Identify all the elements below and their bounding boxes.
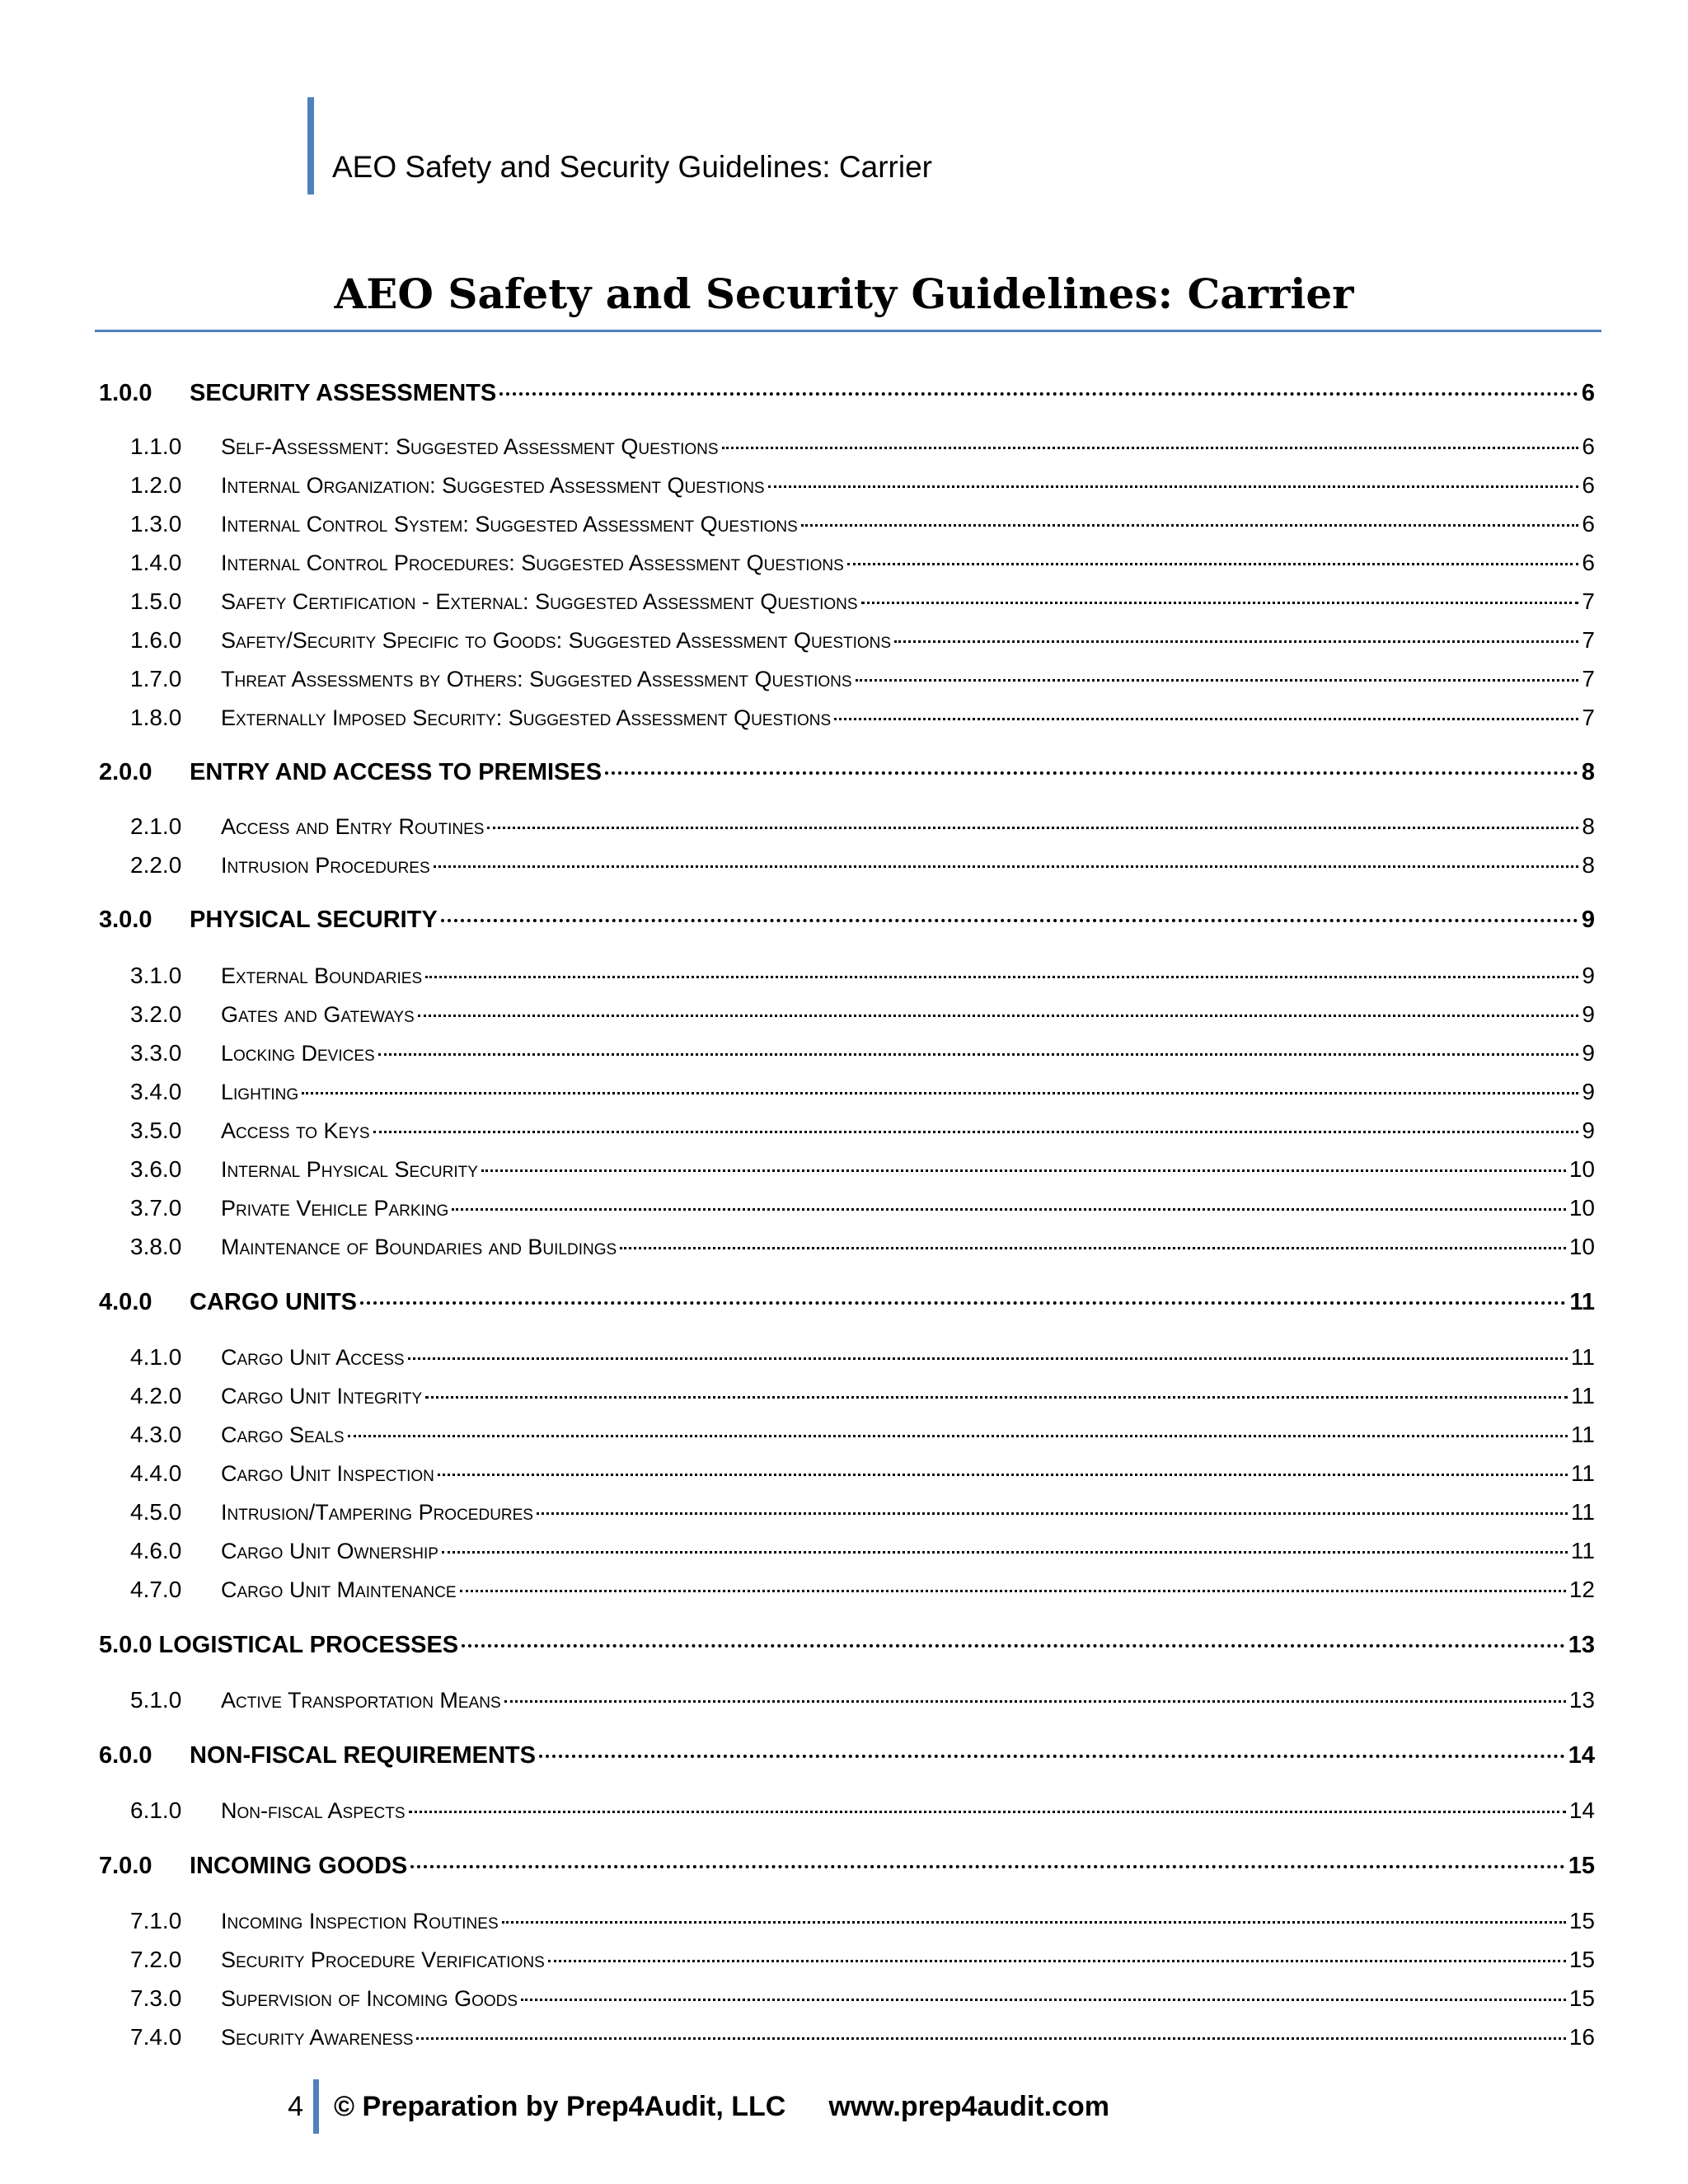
toc-entry-page: 9	[1581, 907, 1595, 933]
toc-entry-label: Internal Physical Security	[221, 1157, 478, 1182]
toc-entry-page: 9	[1582, 1040, 1595, 1066]
toc-entry-page: 6	[1582, 434, 1595, 459]
toc-section-entry[interactable]	[99, 1284, 1595, 1320]
toc-entry-label: Internal Organization: Suggested Assessment Questions	[221, 473, 765, 498]
toc-entry-label: Internal Control Procedures: Suggested Assessment Questions	[221, 551, 844, 575]
toc-entry-number: 6.1.0	[130, 1797, 182, 1823]
toc-subsection-entry[interactable]	[130, 700, 1595, 736]
toc-subsection-entry[interactable]	[130, 847, 1595, 883]
toc-dot-leader	[834, 718, 1578, 720]
toc-entry-label: Cargo Seals	[221, 1422, 345, 1447]
toc-entry-number: 3.7.0	[130, 1195, 182, 1221]
toc-dot-leader	[487, 827, 1578, 829]
toc-entry-page: 9	[1582, 963, 1595, 988]
toc-entry-page: 6	[1582, 472, 1595, 498]
toc-entry-number: 3.1.0	[130, 963, 182, 988]
toc-entry-page: 11	[1570, 1499, 1595, 1525]
toc-entry-page: 11	[1569, 1289, 1595, 1315]
toc-entry-page: 15	[1568, 1853, 1595, 1879]
toc-dot-leader	[856, 679, 1579, 682]
toc-subsection-entry[interactable]	[130, 545, 1595, 581]
toc-dot-leader	[452, 1208, 1566, 1211]
document-title: AEO Safety and Security Guidelines: Carrier	[334, 269, 1354, 318]
toc-entry-label: Self-Assessment: Suggested Assessment Questions	[221, 434, 719, 459]
toc-entry-label: Safety Certification - External: Suggested Assessment Questions	[221, 589, 858, 614]
toc-subsection-entry[interactable]	[130, 583, 1595, 620]
toc-entry-page: 11	[1570, 1460, 1595, 1486]
toc-entry-page: 8	[1582, 813, 1595, 839]
toc-section-entry[interactable]	[99, 902, 1595, 938]
toc-entry-page: 6	[1582, 550, 1595, 575]
toc-subsection-entry[interactable]	[130, 1903, 1595, 1939]
toc-subsection-entry[interactable]	[130, 1682, 1595, 1718]
toc-entry-label: Gates and Gateways	[221, 1002, 415, 1027]
toc-entry-label: Intrusion/Tampering Procedures	[221, 1500, 533, 1525]
toc-dot-leader	[425, 976, 1578, 978]
toc-subsection-entry[interactable]	[130, 1151, 1595, 1188]
toc-entry-page: 7	[1582, 666, 1595, 691]
toc-entry-label: INCOMING GOODS	[190, 1853, 408, 1879]
toc-entry-label: Private Vehicle Parking	[221, 1196, 449, 1221]
toc-dot-leader	[548, 1960, 1566, 1962]
toc-entry-page: 7	[1582, 705, 1595, 730]
toc-dot-leader	[410, 1865, 1565, 1868]
toc-dot-leader	[378, 1053, 1579, 1056]
toc-entry-label: External Boundaries	[221, 963, 423, 988]
toc-dot-leader	[894, 640, 1578, 643]
toc-subsection-entry[interactable]	[130, 1035, 1595, 1071]
toc-entry-number: 3.4.0	[130, 1079, 182, 1104]
toc-entry-label: Externally Imposed Security: Suggested Assessment Questions	[221, 705, 832, 730]
toc-entry-number: 1.7.0	[130, 666, 182, 691]
toc-entry-number: 3.0.0	[99, 907, 152, 933]
toc-entry-page: 10	[1568, 1156, 1595, 1182]
toc-entry-label: Locking Devices	[221, 1041, 375, 1066]
toc-subsection-entry[interactable]	[130, 1980, 1595, 2017]
toc-entry-label: Incoming Inspection Routines	[221, 1909, 499, 1933]
toc-entry-number: 6.0.0	[99, 1742, 152, 1769]
toc-entry-number: 1.0.0	[99, 380, 152, 406]
toc-dot-leader	[348, 1435, 1568, 1437]
footer-page-number: 4	[288, 2090, 303, 2122]
toc-dot-leader	[416, 2037, 1565, 2040]
toc-dot-leader	[861, 602, 1579, 604]
toc-entry-number: 4.7.0	[130, 1577, 182, 1602]
toc-entry-page: 7	[1582, 588, 1595, 614]
toc-entry-label: CARGO UNITS	[190, 1289, 357, 1315]
toc-entry-number: 2.0.0	[99, 759, 152, 785]
toc-entry-number: 7.3.0	[130, 1985, 182, 2011]
toc-dot-leader	[502, 1921, 1566, 1924]
toc-entry-number: 1.5.0	[130, 588, 182, 614]
toc-dot-leader	[521, 1999, 1566, 2001]
toc-dot-leader	[409, 1811, 1566, 1813]
toc-entry-number: 1.1.0	[130, 434, 182, 459]
toc-entry-label: Non-fiscal Aspects	[221, 1798, 406, 1823]
toc-entry-page: 13	[1568, 1632, 1595, 1658]
toc-section-entry[interactable]	[99, 375, 1595, 411]
toc-entry-label: Lighting	[221, 1080, 299, 1104]
toc-entry-label: Cargo Unit Access	[221, 1345, 405, 1370]
toc-entry-label: Intrusion Procedures	[221, 853, 430, 878]
toc-dot-leader	[537, 1512, 1568, 1515]
toc-subsection-entry[interactable]	[130, 1572, 1595, 1608]
toc-entry-label: Supervision of Incoming Goods	[221, 1986, 518, 2011]
running-header-title: AEO Safety and Security Guidelines: Carrier	[332, 150, 932, 184]
toc-entry-page: 9	[1582, 1079, 1595, 1104]
toc-entry-number: 7.0.0	[99, 1853, 152, 1879]
toc-dot-leader	[605, 771, 1578, 775]
toc-entry-number: 5.0.0	[99, 1632, 152, 1658]
toc-subsection-entry[interactable]	[130, 622, 1595, 658]
toc-dot-leader	[418, 1015, 1579, 1017]
toc-entry-label: Security Procedure Verifications	[221, 1947, 545, 1972]
toc-entry-label: NON-FISCAL REQUIREMENTS	[190, 1742, 536, 1769]
toc-entry-page: 11	[1570, 1422, 1595, 1447]
toc-entry-number: 4.1.0	[130, 1344, 182, 1370]
toc-entry-page: 11	[1570, 1538, 1595, 1563]
toc-entry-page: 9	[1582, 1118, 1595, 1143]
toc-dot-leader	[847, 563, 1579, 565]
footer-divider	[313, 2079, 319, 2134]
toc-section-entry[interactable]	[99, 1627, 1595, 1663]
toc-entry-page: 11	[1570, 1383, 1595, 1408]
toc-subsection-entry[interactable]	[130, 1417, 1595, 1453]
toc-subsection-entry[interactable]	[130, 2019, 1595, 2055]
toc-entry-page: 16	[1568, 2024, 1595, 2050]
toc-dot-leader	[539, 1755, 1565, 1758]
toc-entry-label: Cargo Unit Inspection	[221, 1461, 434, 1486]
toc-entry-number: 1.2.0	[130, 472, 182, 498]
toc-entry-number: 1.6.0	[130, 627, 182, 653]
toc-entry-label: ENTRY AND ACCESS TO PREMISES	[190, 759, 603, 785]
toc-entry-page: 15	[1568, 1908, 1595, 1933]
toc-subsection-entry[interactable]	[130, 1793, 1595, 1829]
toc-dot-leader	[360, 1301, 1566, 1305]
toc-entry-number: 4.2.0	[130, 1383, 182, 1408]
toc-subsection-entry[interactable]	[130, 429, 1595, 465]
toc-entry-page: 14	[1568, 1742, 1595, 1769]
toc-section-entry[interactable]	[99, 754, 1595, 790]
toc-dot-leader	[462, 1644, 1565, 1647]
toc-entry-number: 4.0.0	[99, 1289, 152, 1315]
toc-entry-number: 7.1.0	[130, 1908, 182, 1933]
toc-entry-number: 7.2.0	[130, 1947, 182, 1972]
toc-dot-leader	[722, 447, 1579, 449]
toc-entry-page: 7	[1582, 627, 1595, 653]
toc-entry-page: 15	[1568, 1947, 1595, 1972]
toc-entry-number: 7.4.0	[130, 2024, 182, 2050]
toc-entry-number: 1.8.0	[130, 705, 182, 730]
toc-entry-number: 1.3.0	[130, 511, 182, 537]
toc-dot-leader	[434, 865, 1579, 868]
toc-entry-number: 4.6.0	[130, 1538, 182, 1563]
toc-entry-page: 6	[1581, 380, 1595, 406]
toc-dot-leader	[481, 1169, 1566, 1172]
toc-subsection-entry[interactable]	[130, 467, 1595, 504]
toc-entry-label: Safety/Security Specific to Goods: Suggested Assessment Questions	[221, 628, 892, 653]
toc-subsection-entry[interactable]	[130, 958, 1595, 994]
toc-entry-number: 2.2.0	[130, 852, 182, 878]
toc-subsection-entry[interactable]	[130, 661, 1595, 697]
toc-subsection-entry[interactable]	[130, 1533, 1595, 1569]
toc-subsection-entry[interactable]	[130, 1229, 1595, 1265]
toc-entry-label: Security Awareness	[221, 2025, 414, 2050]
toc-dot-leader	[408, 1357, 1568, 1360]
toc-section-entry[interactable]	[99, 1848, 1595, 1884]
toc-dot-leader	[499, 392, 1578, 396]
toc-entry-page: 8	[1581, 759, 1595, 785]
toc-entry-page: 14	[1568, 1797, 1595, 1823]
toc-dot-leader	[768, 485, 1579, 488]
toc-entry-number: 3.8.0	[130, 1234, 182, 1259]
toc-subsection-entry[interactable]	[130, 1339, 1595, 1376]
toc-entry-page: 10	[1568, 1234, 1595, 1259]
toc-entry-page: 15	[1568, 1985, 1595, 2011]
toc-subsection-entry[interactable]	[130, 506, 1595, 542]
toc-dot-leader	[442, 1551, 1568, 1554]
toc-entry-label: Cargo Unit Ownership	[221, 1539, 438, 1563]
toc-entry-number: 3.2.0	[130, 1001, 182, 1027]
toc-entry-label: Cargo Unit Maintenance	[221, 1577, 457, 1602]
toc-entry-number: 2.1.0	[130, 813, 182, 839]
toc-dot-leader	[425, 1396, 1568, 1399]
toc-section-entry[interactable]	[99, 1737, 1595, 1774]
toc-entry-number: 4.3.0	[130, 1422, 182, 1447]
toc-subsection-entry[interactable]	[130, 1378, 1595, 1414]
toc-entry-page: 8	[1582, 852, 1595, 878]
toc-entry-page: 13	[1568, 1687, 1595, 1713]
toc-entry-number: 5.1.0	[130, 1687, 182, 1713]
toc-entry-number: 3.5.0	[130, 1118, 182, 1143]
toc-dot-leader	[801, 524, 1579, 527]
toc-entry-number: 1.4.0	[130, 550, 182, 575]
toc-entry-label: SECURITY ASSESSMENTS	[190, 380, 497, 406]
footer-copyright: © Preparation by Prep4Audit, LLC	[334, 2090, 786, 2122]
toc-entry-label: Internal Control System: Suggested Assessment Questions	[221, 512, 798, 537]
toc-entry-page: 11	[1570, 1344, 1595, 1370]
toc-subsection-entry[interactable]	[130, 808, 1595, 845]
toc-entry-label: Access and Entry Routines	[221, 814, 485, 839]
toc-dot-leader	[620, 1247, 1566, 1249]
toc-entry-page: 9	[1582, 1001, 1595, 1027]
toc-subsection-entry[interactable]	[130, 996, 1595, 1033]
toc-entry-number: 4.4.0	[130, 1460, 182, 1486]
toc-entry-label: Cargo Unit Integrity	[221, 1384, 423, 1408]
toc-dot-leader	[504, 1700, 1566, 1703]
toc-dot-leader	[302, 1092, 1578, 1094]
toc-dot-leader	[460, 1590, 1566, 1592]
toc-entry-label: Threat Assessments by Others: Suggested Assessment Questions	[221, 667, 852, 691]
footer-url: www.prep4audit.com	[828, 2090, 1110, 2122]
toc-subsection-entry[interactable]	[130, 1494, 1595, 1530]
toc-subsection-entry[interactable]	[130, 1074, 1595, 1110]
toc-entry-page: 12	[1568, 1577, 1595, 1602]
toc-dot-leader	[441, 919, 1578, 922]
toc-entry-page: 6	[1582, 511, 1595, 537]
page-footer	[264, 2079, 1109, 2135]
toc-entry-label: LOGISTICAL PROCESSES	[158, 1632, 459, 1658]
toc-entry-label: Maintenance of Boundaries and Buildings	[221, 1235, 617, 1259]
toc-entry-number: 4.5.0	[130, 1499, 182, 1525]
toc-entry-number: 3.6.0	[130, 1156, 182, 1182]
toc-subsection-entry[interactable]	[130, 1942, 1595, 1978]
toc-entry-page: 10	[1568, 1195, 1595, 1221]
toc-entry-label: Access to Keys	[221, 1118, 370, 1143]
toc-entry-label: PHYSICAL SECURITY	[190, 907, 438, 933]
toc-dot-leader	[438, 1474, 1568, 1476]
toc-subsection-entry[interactable]	[130, 1455, 1595, 1492]
toc-entry-label: Active Transportation Means	[221, 1688, 501, 1713]
toc-dot-leader	[373, 1131, 1579, 1133]
toc-entry-number: 3.3.0	[130, 1040, 182, 1066]
toc-subsection-entry[interactable]	[130, 1113, 1595, 1149]
toc-subsection-entry[interactable]	[130, 1190, 1595, 1226]
